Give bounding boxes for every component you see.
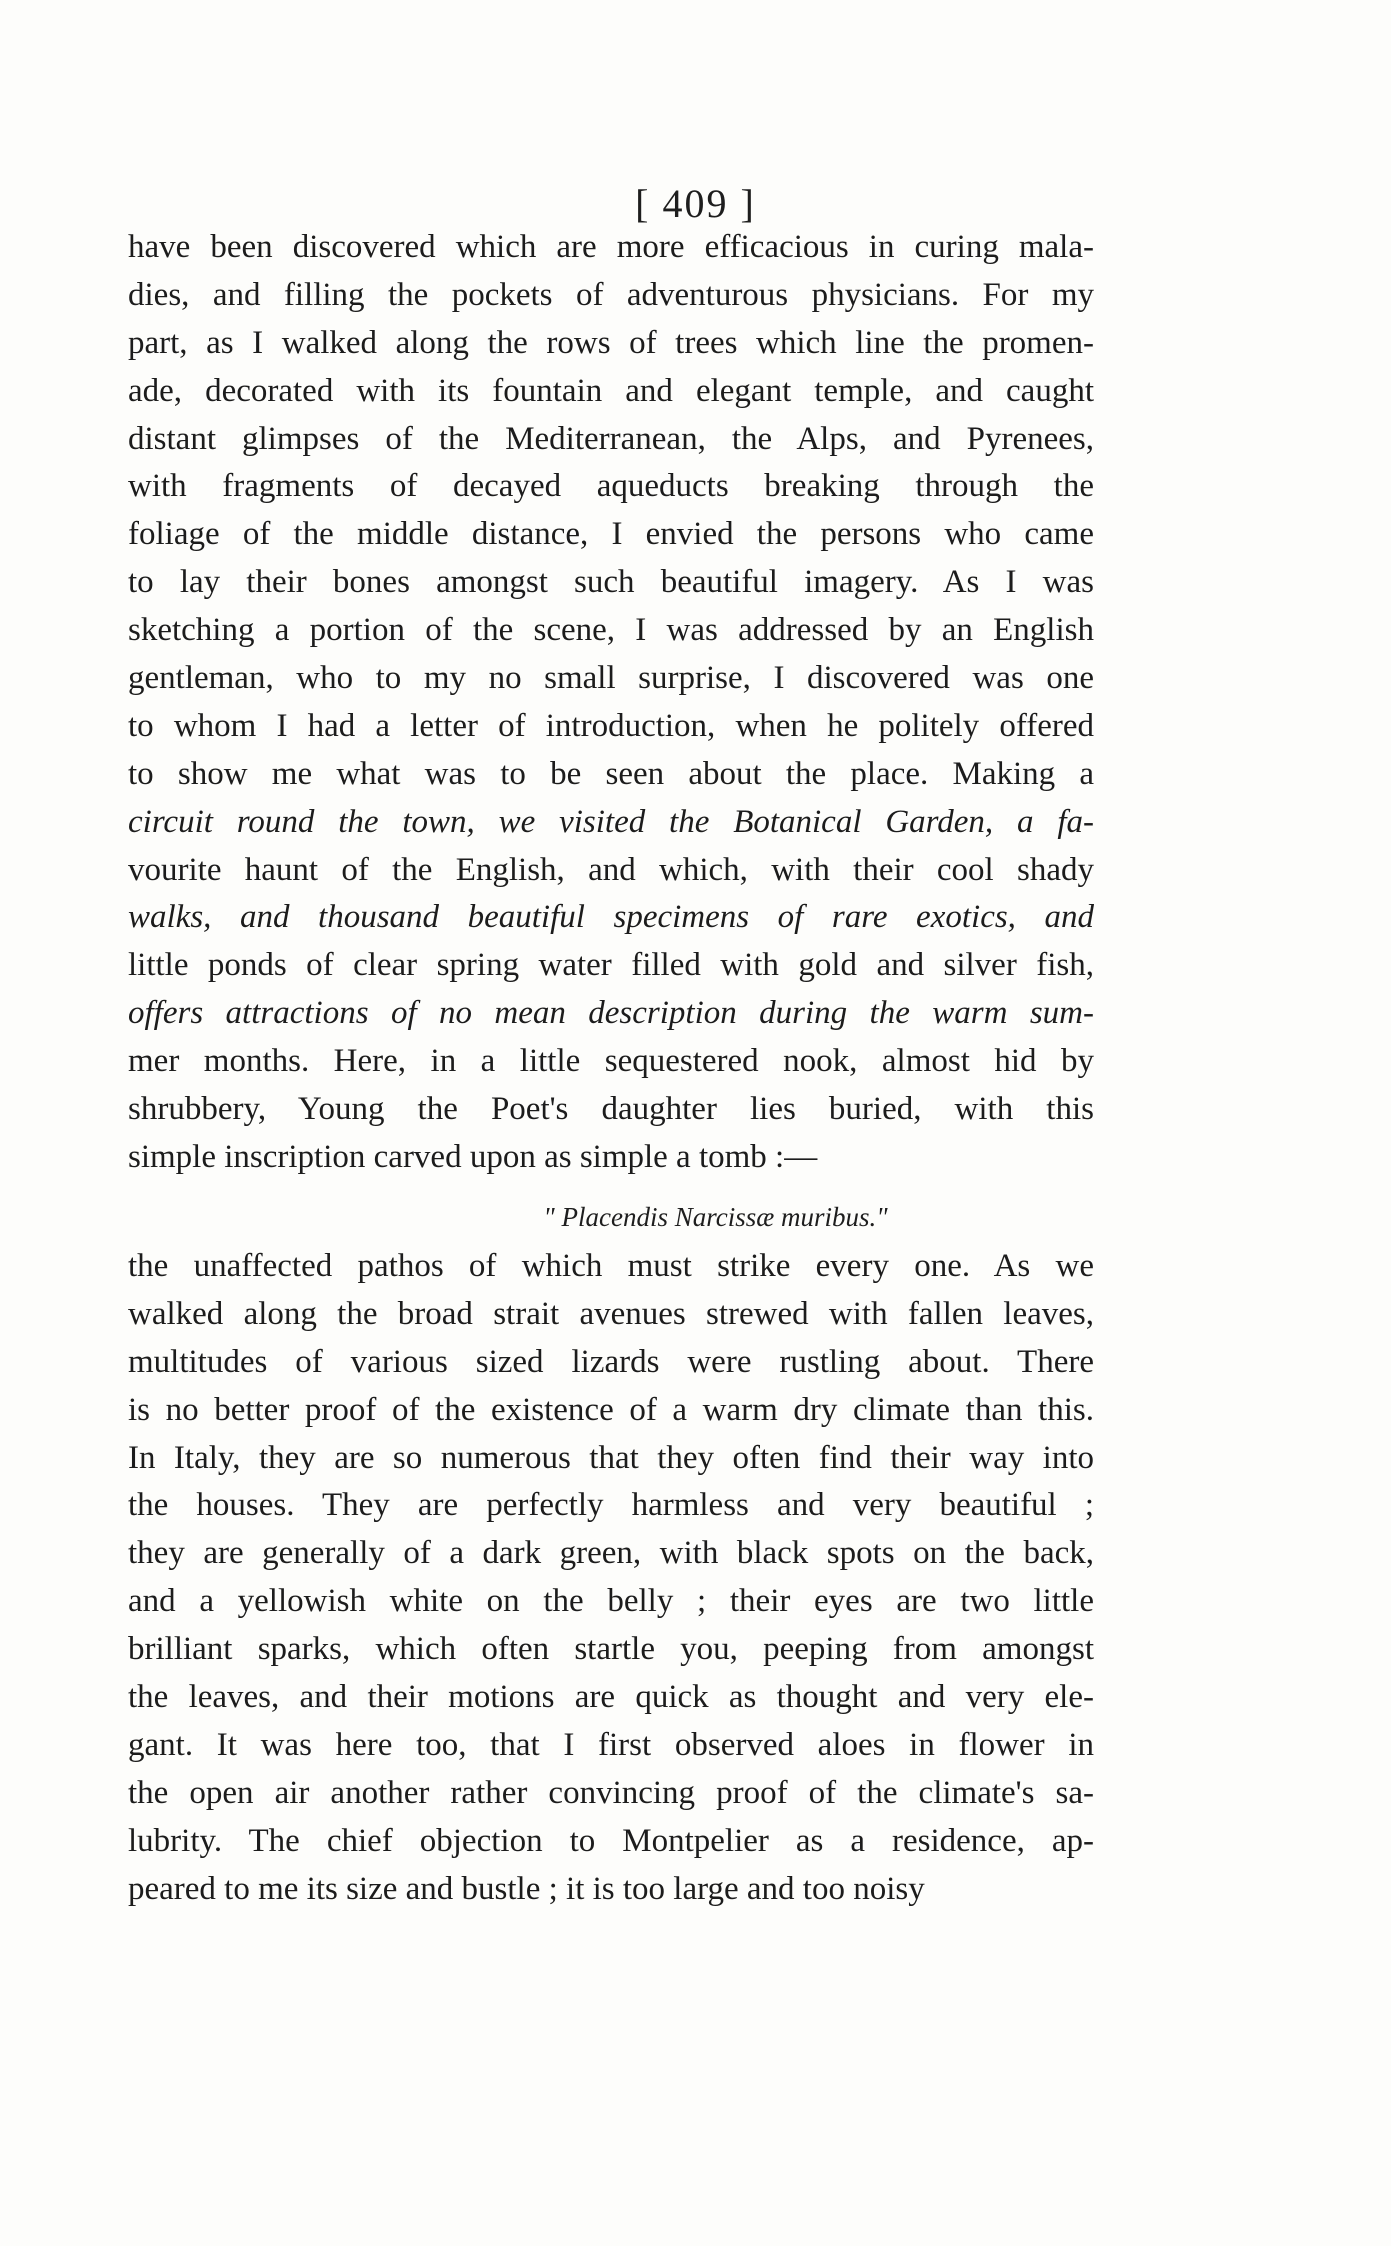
- text-line: they are generally of a dark green, with black spots on the back,: [128, 1535, 1094, 1572]
- text-line: peared to me its size and bustle ; it is too large and too noisy: [128, 1870, 925, 1907]
- text-line: part, as I walked along the rows of trees which line the promen-: [128, 324, 1094, 361]
- text-line: In Italy, they are so numerous that they often find their way into: [128, 1439, 1094, 1476]
- text-line: gant. It was here too, that I first observed aloes in flower in: [128, 1726, 1094, 1763]
- text-line: the open air another rather convincing proof of the climate's sa-: [128, 1774, 1094, 1811]
- text-line: the leaves, and their motions are quick as thought and very ele-: [128, 1679, 1094, 1716]
- text-line: have been discovered which are more efficacious in curing mala-: [128, 229, 1094, 265]
- text-line: little ponds of clear spring water filled with gold and silver fish,: [128, 947, 1094, 984]
- epitaph-quotation: " Placendis Narcissæ muribus.": [543, 1202, 888, 1232]
- text-line: offers attractions of no mean description during the warm sum-: [128, 995, 1094, 1032]
- text-line: dies, and filling the pockets of adventurous physicians. For my: [128, 276, 1094, 313]
- text-line: lubrity. The chief objection to Montpelier as a residence, ap-: [128, 1822, 1094, 1859]
- text-line: and a yellowish white on the belly ; their eyes are two little: [128, 1583, 1094, 1620]
- text-line: to show me what was to be seen about the place. Making a: [128, 755, 1094, 792]
- text-line: multitudes of various sized lizards were rustling about. There: [128, 1343, 1094, 1380]
- text-line: mer months. Here, in a little sequestered nook, almost hid by: [128, 1043, 1094, 1080]
- text-line: to lay their bones amongst such beautiful imagery. As I was: [128, 564, 1094, 601]
- paragraph-2: [128, 1243, 1094, 1913]
- text-line: to whom I had a letter of introduction, when he politely offered: [128, 707, 1094, 744]
- text-line: walks, and thousand beautiful specimens of rare exotics, and: [128, 899, 1094, 936]
- text-line: simple inscription carved upon as simple a tomb :—: [128, 1138, 818, 1175]
- text-line: brilliant sparks, which often startle you, peeping from amongst: [128, 1631, 1094, 1668]
- page-number: [ 409 ]: [635, 181, 756, 226]
- text-line: foliage of the middle distance, I envied the persons who came: [128, 516, 1094, 553]
- text-line: vourite haunt of the English, and which, with their cool shady: [128, 851, 1094, 888]
- text-line: gentleman, who to my no small surprise, I discovered was one: [128, 660, 1094, 697]
- text-line: shrubbery, Young the Poet's daughter lies buried, with this: [128, 1091, 1094, 1128]
- text-line: is no better proof of the existence of a warm dry climate than this.: [128, 1391, 1094, 1428]
- text-line: sketching a portion of the scene, I was addressed by an English: [128, 612, 1094, 649]
- text-line: with fragments of decayed aqueducts breaking through the: [128, 468, 1094, 505]
- text-line: walked along the broad strait avenues strewed with fallen leaves,: [128, 1295, 1094, 1332]
- paragraph-1: [128, 224, 1094, 1182]
- text-line: the houses. They are perfectly harmless and very beautiful ;: [128, 1487, 1094, 1524]
- text-line: the unaffected pathos of which must strike every one. As we: [128, 1248, 1094, 1284]
- text-line: distant glimpses of the Mediterranean, the Alps, and Pyrenees,: [128, 420, 1094, 457]
- text-line: ade, decorated with its fountain and elegant temple, and caught: [128, 372, 1094, 409]
- text-line: circuit round the town, we visited the Botanical Garden, a fa-: [128, 803, 1094, 840]
